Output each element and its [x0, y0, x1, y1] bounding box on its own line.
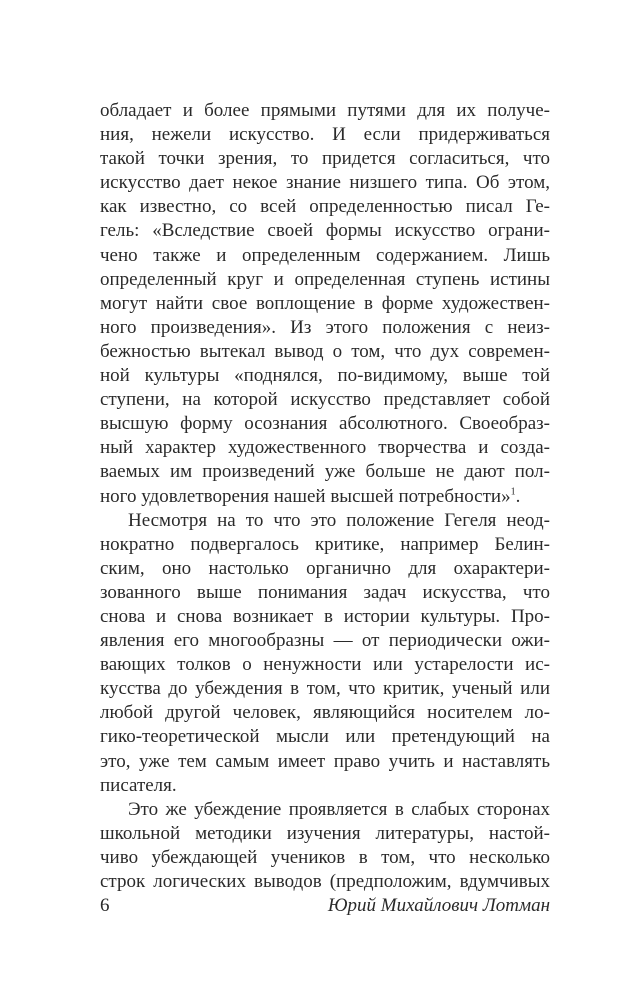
- text-line-content: Несмотря на то что это положение Гегеля неод-: [128, 509, 550, 531]
- text-line: [100, 581, 550, 605]
- text-line-content: школьной методики изучения литературы, настой-: [100, 822, 550, 844]
- text-line-content: ной культуры «поднялся, по-видимому, выше той: [100, 365, 550, 387]
- text-line-content: ваемых им произведений уже больше не дают пол-: [100, 461, 550, 483]
- text-line: [100, 460, 550, 484]
- text-line-content: ный характер художественного творчества и созда-: [100, 437, 550, 459]
- text-line-content: это, уже тем самым имеет право учить и наставлять: [100, 750, 550, 772]
- text-line: [100, 436, 550, 460]
- text-line: [100, 774, 550, 798]
- text-line: [100, 364, 550, 388]
- text-line-content: зованного выше понимания задач искусства, что: [100, 581, 550, 603]
- text-line: [100, 316, 550, 340]
- paragraph: [100, 99, 550, 509]
- text-line-content: как известно, со всей определенностью писал Ге-: [100, 196, 550, 218]
- text-line-content: кусства до убеждения в том, что критик, ученый или: [100, 678, 550, 700]
- text-line: [100, 557, 550, 581]
- text-line: [100, 798, 550, 822]
- text-line-content: строк логических выводов (предположим, вдумчивых: [100, 871, 550, 892]
- text-line-content: искусство дает некое знание низшего типа. Об этом,: [100, 172, 550, 194]
- text-line: [100, 485, 550, 509]
- text-line: [100, 292, 550, 316]
- page-footer: [100, 895, 550, 917]
- text-line: [100, 677, 550, 701]
- sentence-end: .: [515, 485, 521, 507]
- text-line-content: ния, нежели искусство. И если придерживаться: [100, 124, 550, 146]
- text-line-content: ским, оно настолько органично для охарактери-: [100, 557, 550, 579]
- footnote-mark[interactable]: 1: [510, 486, 516, 498]
- text-line-content: ного произведения». Из этого положения с неиз-: [100, 316, 550, 338]
- text-line-content: Это же убеждение проявляется в слабых сторонах: [128, 798, 550, 820]
- text-line-content: любой другой человек, являющийся носителем ло-: [100, 702, 550, 724]
- text-line: [100, 846, 550, 870]
- text-line-content: ступени, на которой искусство представляет собой: [100, 389, 550, 411]
- text-line-content: гель: «Вследствие своей формы искусство ограни-: [100, 220, 550, 242]
- text-line: [100, 340, 550, 364]
- text-line-content: бежностью вытекал вывод о том, что дух современ-: [100, 340, 550, 362]
- text-line-content: снова и снова возникает в истории культуры. Про-: [100, 605, 550, 627]
- text-line: [100, 750, 550, 774]
- text-line: [100, 412, 550, 436]
- text-line: [100, 195, 550, 219]
- text-line-content: чиво убеждающей учеников в том, что несколько: [100, 846, 550, 868]
- text-line-content: могут найти свое воплощение в форме художествен-: [100, 292, 550, 314]
- text-line-content: определенный круг и определенная ступень истины: [100, 268, 550, 290]
- text-line: [100, 725, 550, 749]
- text-line: [100, 268, 550, 292]
- text-line-content: обладает и более прямыми путями для их получе-: [100, 100, 550, 121]
- text-line: [100, 123, 550, 147]
- text-line-content: гико-теоретической мысли или претендующий на: [100, 726, 550, 748]
- text-line: [100, 533, 550, 557]
- paragraph: [100, 798, 550, 894]
- text-line: [100, 509, 550, 533]
- text-line-content: ного удовлетворения нашей высшей потребности»: [100, 485, 511, 507]
- page-body: [100, 99, 550, 894]
- text-line: [100, 388, 550, 412]
- text-line: [100, 99, 550, 123]
- text-line-content: писателя.: [100, 774, 177, 796]
- running-author: Юрий Михайлович Лотман: [327, 895, 550, 916]
- text-line-content: вающих толков о ненужности или устарелости ис-: [100, 654, 550, 676]
- text-line: [100, 219, 550, 243]
- text-line-content: явления его многообразны — от периодически ожи-: [100, 630, 550, 652]
- text-line: [100, 244, 550, 268]
- text-line: [100, 605, 550, 629]
- text-line-content: такой точки зрения, то придется согласиться, что: [100, 148, 550, 170]
- text-line: [100, 822, 550, 846]
- text-line: [100, 870, 550, 894]
- paragraph: [100, 509, 550, 798]
- text-line-content: высшую форму осознания абсолютного. Своеобраз-: [100, 413, 550, 435]
- text-line: [100, 653, 550, 677]
- page-number: 6: [100, 895, 110, 916]
- text-line: [100, 171, 550, 195]
- text-line: [100, 629, 550, 653]
- text-line: [100, 701, 550, 725]
- text-line-content: нократно подвергалось критике, например Белин-: [100, 533, 550, 555]
- text-line-content: чено также и определенным содержанием. Лишь: [100, 244, 550, 266]
- text-line: [100, 147, 550, 171]
